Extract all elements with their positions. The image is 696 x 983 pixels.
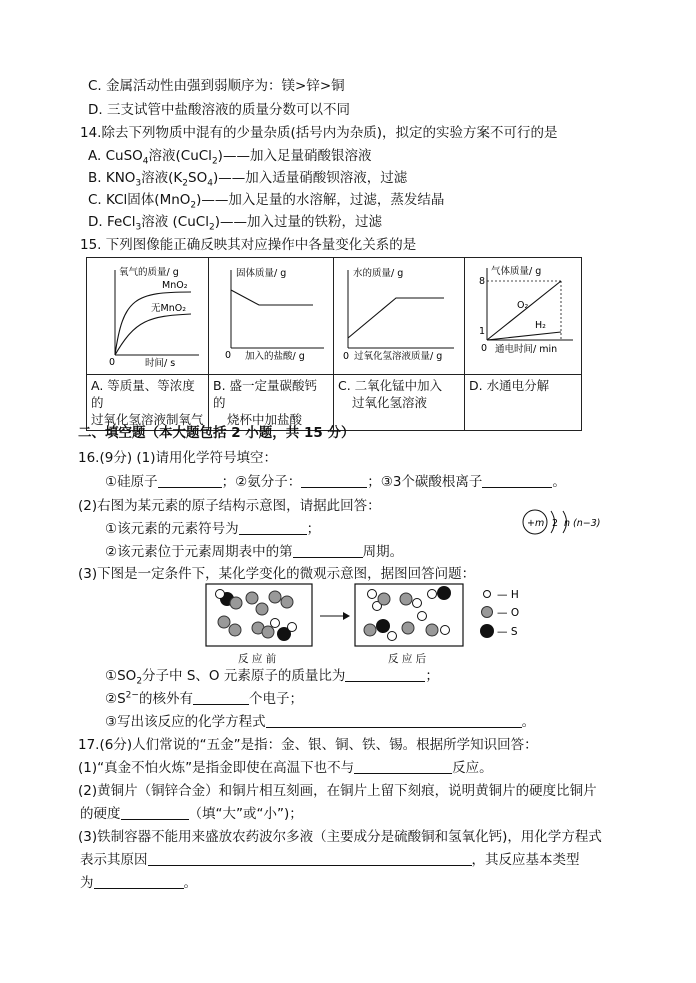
legend-o-icon xyxy=(482,607,493,618)
graph-b-ylabel: 固体质量/ g xyxy=(236,268,287,279)
q17-line5: (3)铁制容器不能用来盛放农药波尔多液（主要成分是硫酸铜和氢氧化钙)，用化学方程式 xyxy=(78,829,602,845)
reaction-arrow-head xyxy=(343,612,350,620)
blank-carbonate-ions[interactable] xyxy=(482,473,552,488)
legend-s: — S xyxy=(497,626,518,638)
q13-option-d: D. 三支试管中盐酸溶液的质量分数可以不同 xyxy=(88,102,350,118)
graph-a xyxy=(87,258,208,370)
graph-a-xlabel: 时间/ s xyxy=(145,358,176,369)
q17-line7: 为 。 xyxy=(80,875,197,891)
q15-graph-table xyxy=(86,257,582,431)
reaction-diagram xyxy=(200,582,540,664)
label-before: 反 应 前 xyxy=(238,653,277,664)
q16-line9: ③写出该反应的化学方程式 。 xyxy=(105,714,536,730)
caption-c: C. 二氧化锰中加入 过氧化氢溶液 xyxy=(334,375,465,431)
blank-hardness[interactable] xyxy=(121,805,189,820)
label-after: 反 应 后 xyxy=(388,653,427,664)
graph-d-line-h2 xyxy=(487,332,561,340)
q14-option-d: D. FeCl$_3$溶液 (CuCl$_2$)——加入过量的铁粉，过滤 xyxy=(88,214,382,233)
blank-ammonia-molecule[interactable] xyxy=(301,473,367,488)
q14-option-c: C. KCl固体(MnO$_2$)——加入足量的水溶解，过滤，蒸发结晶 xyxy=(88,192,445,211)
atom-nucleus-label: +m xyxy=(527,518,545,529)
blank-reason-equation[interactable] xyxy=(148,851,472,866)
graph-b-cell xyxy=(209,258,334,375)
q13-option-c: C. 金属活动性由强到弱顺序为：镁>锌>铜 xyxy=(88,78,345,94)
graph-a-curve2-label: 无MnO₂ xyxy=(151,303,187,314)
section-2-heading: 二、填空题（本大题包括 2 小题，共 15 分） xyxy=(78,425,355,441)
molecules-after xyxy=(364,586,451,641)
q14-option-a: A. CuSO$_4$溶液(CuCl$_2$)——加入足量硝酸银溶液 xyxy=(88,148,372,167)
q16-line8: $②S^{2-}$的核外有 个电子； xyxy=(105,690,303,707)
legend-h-icon xyxy=(484,591,491,598)
q14-option-b: B. $KNO_3$溶液$(K_2SO_4)——$加入适量硝酸钡溶液，过滤 xyxy=(88,170,408,189)
legend-o: — O xyxy=(497,607,520,619)
q17-line3: (2)黄铜片（铜锌合金）和铜片相互刻画，在铜片上留下刻痕，说明黄铜片的硬度比铜片 xyxy=(78,783,597,799)
graph-b-origin: 0 xyxy=(225,350,232,361)
graph-d-cell xyxy=(465,258,582,375)
legend-s-icon xyxy=(480,624,494,638)
blank-silicon-atom[interactable] xyxy=(158,473,222,488)
graph-a-origin: 0 xyxy=(109,357,116,368)
molecules-before xyxy=(216,590,297,642)
graph-d-tick-8: 8 xyxy=(479,276,486,287)
blank-period-number[interactable] xyxy=(293,543,363,558)
graph-a-curve1-label: MnO₂ xyxy=(162,280,188,291)
q17-line1: 17.(6分)人们常说的“五金”是指：金、银、铜、铁、锡。根据所学知识回答： xyxy=(78,737,538,753)
graph-c-origin: 0 xyxy=(343,351,350,362)
caption-a: A. 等质量、等浓度的 过氧化氢溶液制氧气 xyxy=(87,375,209,431)
graph-a-curve-mno2 xyxy=(115,292,191,355)
blank-reaction-type[interactable] xyxy=(94,874,184,889)
atom-shell1-count: 2 xyxy=(552,518,559,529)
caption-b: B. 盛一定量碳酸钙的 烧杯中加盐酸 xyxy=(209,375,334,431)
q16-line4: ①该元素的元素符号为 ； xyxy=(105,521,321,537)
legend-h: — H xyxy=(497,589,519,601)
graph-d-origin: 0 xyxy=(481,343,488,354)
graph-c-cell xyxy=(334,258,465,375)
blank-element-symbol[interactable] xyxy=(239,520,307,535)
graph-c-ylabel: 水的质量/ g xyxy=(353,268,404,279)
q17-line4: 的硬度 （填“大”或“小”)； xyxy=(80,806,303,822)
graph-a-ylabel: 氧气的质量/ g xyxy=(119,267,179,278)
caption-d: D. 水通电分解 xyxy=(465,375,582,431)
q17-line6: 表示其原因 ，其反应基本类型 xyxy=(80,852,580,868)
graph-a-cell xyxy=(87,258,209,375)
graph-b-xlabel: 加入的盐酸/ g xyxy=(245,351,305,362)
graph-b xyxy=(209,258,333,370)
blank-reacts-with[interactable] xyxy=(354,759,452,774)
graph-d-o2-label: O₂ xyxy=(517,300,529,311)
graph-c-line xyxy=(348,298,444,338)
q16-line2: ①硅原子 ；②氨分子： ；③3个碳酸根离子 。 xyxy=(105,474,566,490)
blank-electron-count[interactable] xyxy=(193,690,249,705)
graph-c xyxy=(334,258,464,370)
q16-line7: $①SO_2$分子中 S、O 元素原子的质量比为 ； xyxy=(105,668,439,687)
atom-structure-diagram xyxy=(518,504,618,540)
graph-a-curve-no-mno2 xyxy=(115,314,191,355)
graph-b-line xyxy=(231,290,313,305)
graph-d-ylabel: 气体质量/ g xyxy=(491,266,542,277)
graph-d-h2-label: H₂ xyxy=(535,320,546,331)
q16-line5: ②该元素位于元素周期表中的第 周期。 xyxy=(105,544,404,560)
q14-stem: 14.除去下列物质中混有的少量杂质(括号内为杂质)，拟定的实验方案不可行的是 xyxy=(80,125,558,141)
q15-stem: 15. 下列图像能正确反映其对应操作中各量变化关系的是 xyxy=(80,237,417,253)
graph-d xyxy=(465,258,581,370)
graph-c-xlabel: 过氧化氢溶液质量/ g xyxy=(354,351,443,362)
graph-d-tick-1: 1 xyxy=(479,326,486,337)
atom-shell2-count: n (n−3) xyxy=(564,518,601,529)
blank-chemical-equation[interactable] xyxy=(266,713,522,728)
q16-line3: (2)右图为某元素的原子结构示意图，请据此回答： xyxy=(78,498,381,514)
blank-mass-ratio[interactable] xyxy=(345,667,425,682)
q17-line2: (1)“真金不怕火炼”是指金即使在高温下也不与 反应。 xyxy=(78,760,493,776)
q16-line1: 16.(9分) (1)请用化学符号填空： xyxy=(78,450,278,466)
graph-d-xlabel: 通电时间/ min xyxy=(495,344,558,355)
q16-line6: (3)下图是一定条件下，某化学变化的微观示意图，据图回答问题： xyxy=(78,566,476,582)
